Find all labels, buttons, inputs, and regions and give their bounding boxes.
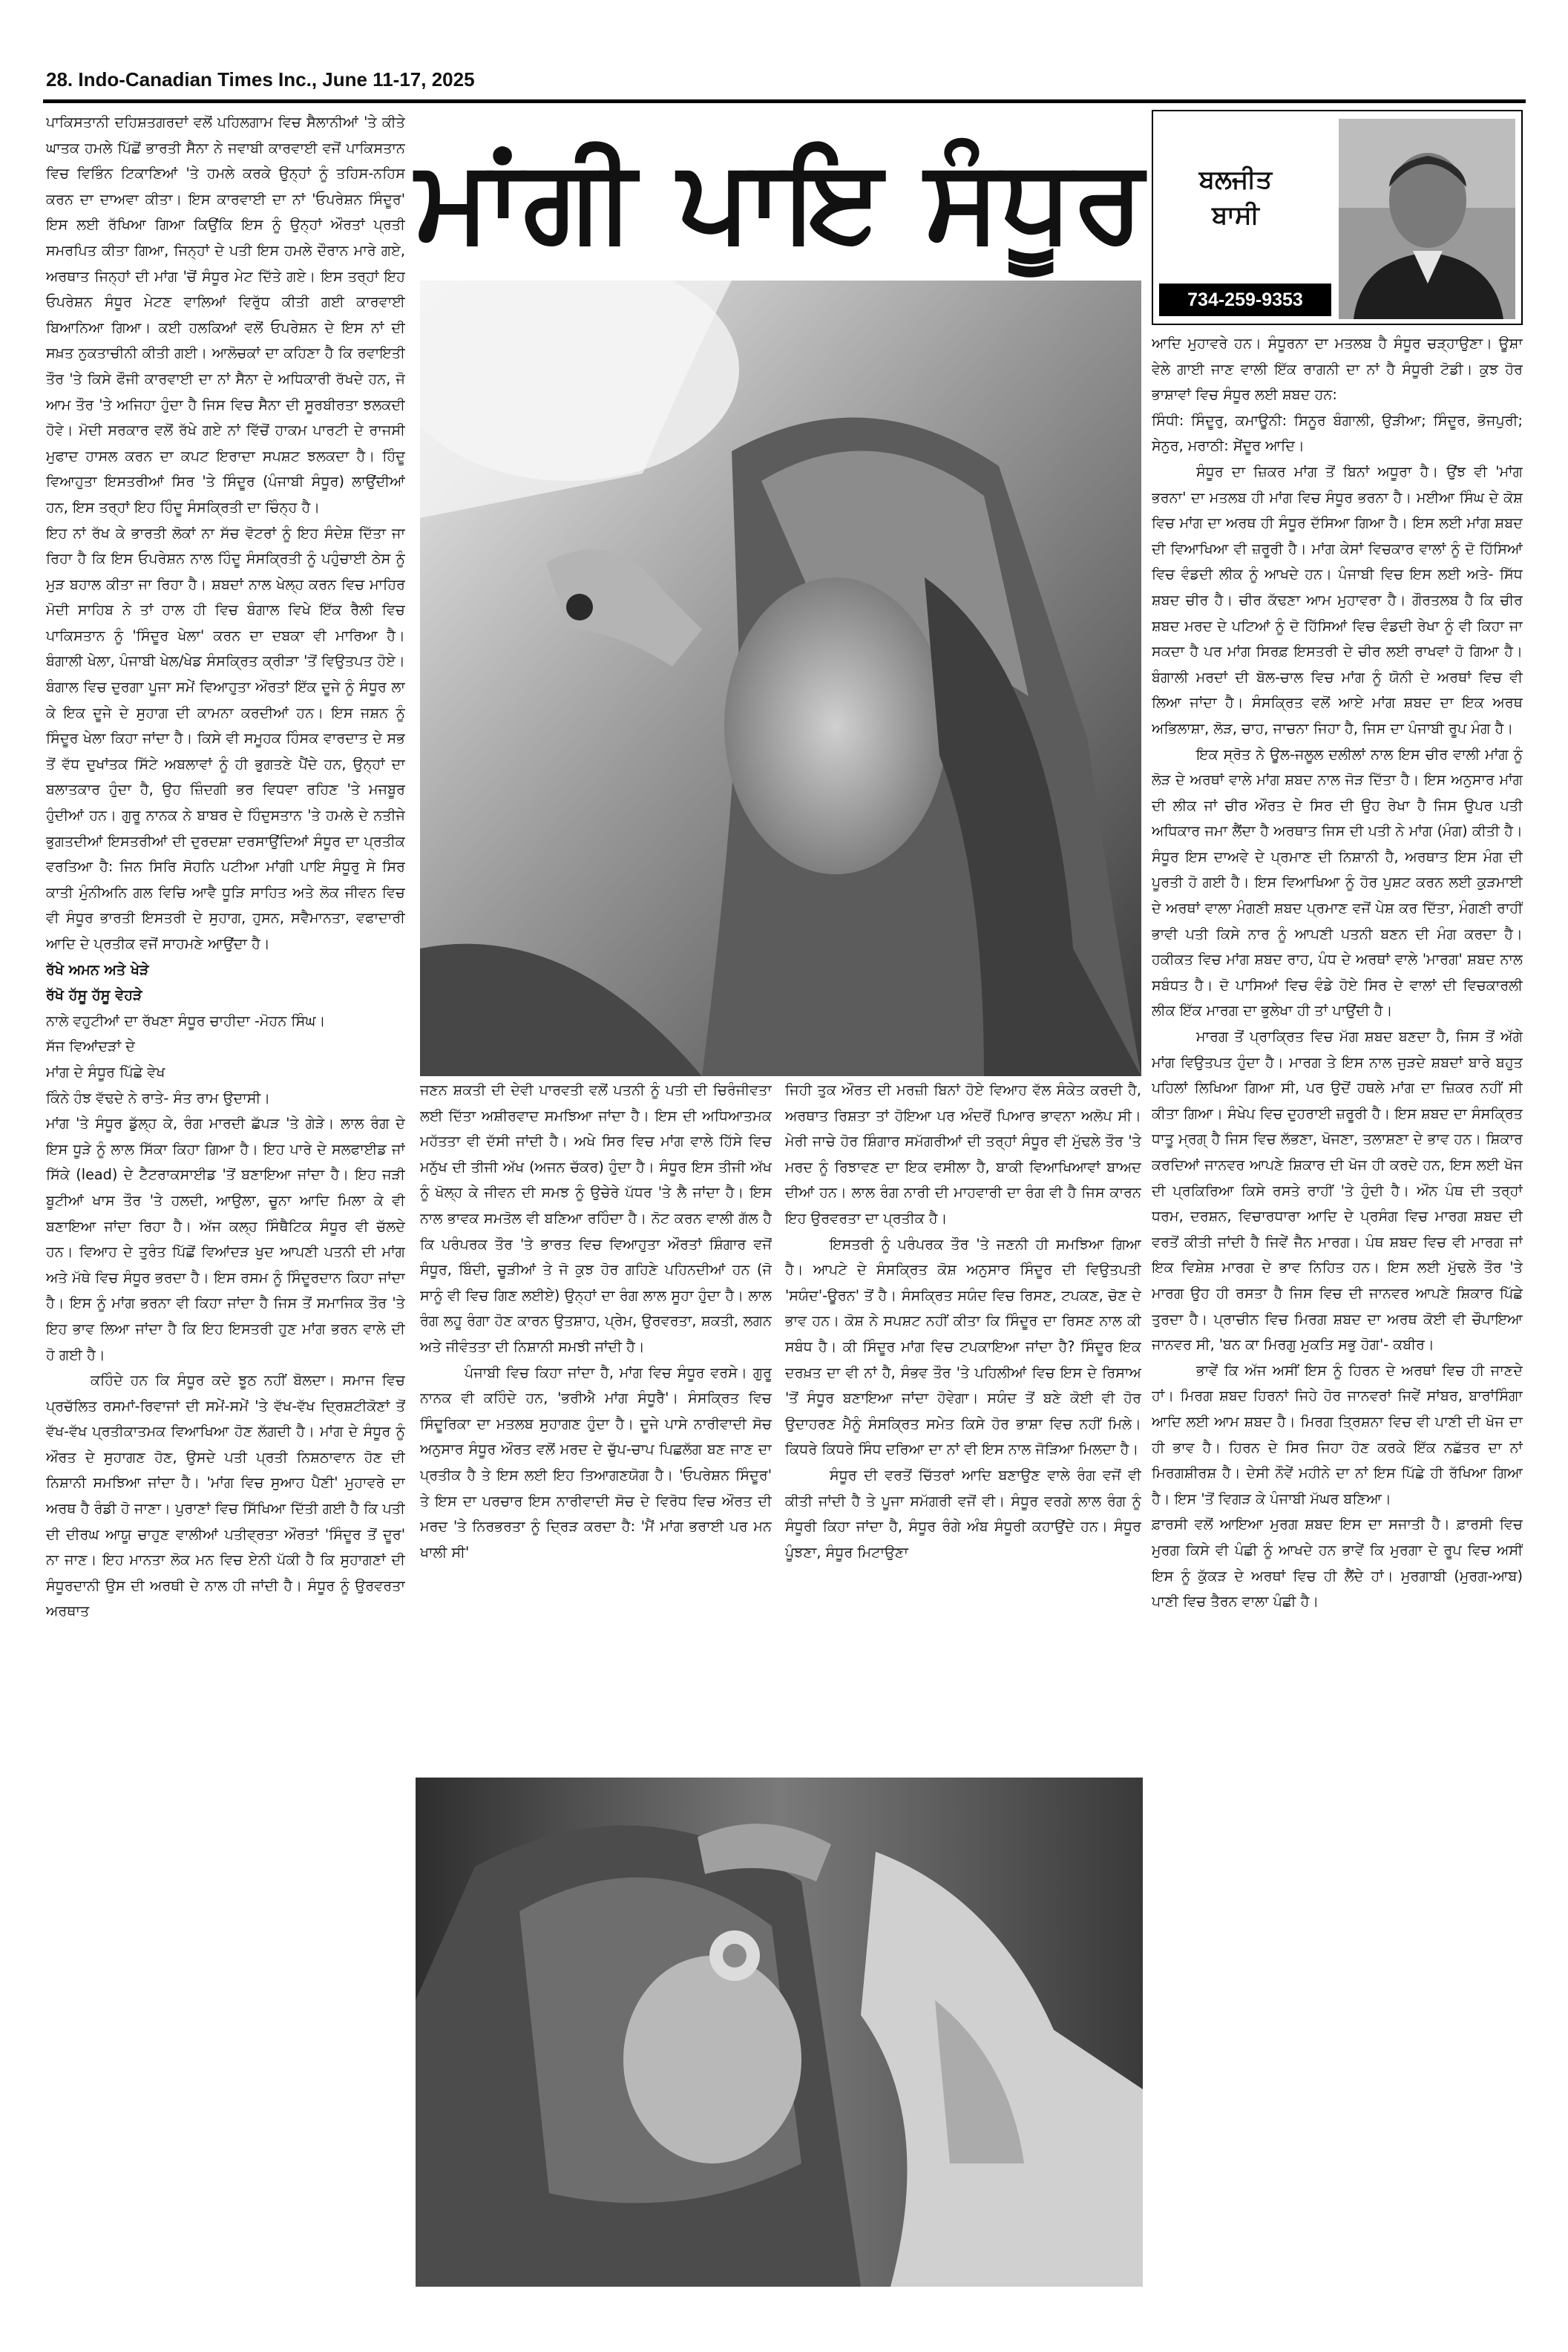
paragraph: ਰੱਖੇ ਅਮਨ ਅਤੇ ਖੇੜੇ bbox=[46, 960, 149, 978]
author-last-name: ਬਾਸੀ bbox=[1212, 200, 1259, 230]
paragraph: ਕਹਿੰਦੇ ਹਨ ਕਿ ਸੰਧੂਰ ਕਦੇ ਝੂਠ ਨਹੀਂ ਬੋਲਦਾ। ਸਮਾਜ ਵਿਚ ਪ੍ਰਚੱਲਿਤ ਰਸਮਾਂ-ਰਿਵਾਜਾਂ ਦੀ ਸਮੇਂ-ਸਮੇਂ 'ਤੇ ਵੱਖ-ਵੱਖ ਦ੍ਰਿਸ਼ਟੀਕੋਣਾਂ ਤੋਂ ਵੱਖ-ਵੱਖ ਪ੍ਰਤੀਕਾਤਮਕ ਵਿਆਖਿਆ ਹੋਣ ਲੱਗਦੀ ਹੈ। ਮਾਂਗ ਦੇ ਸੰਧੂਰ ਨੂੰ ਔਰਤ ਦੇ ਸੁਹਾਗਣ ਹੋਣ, ਉਸਦੇ ਪਤੀ ਪ੍ਰਤੀ ਨਿਸ਼ਠਾਵਾਨ ਹੋਣ ਦੀ ਨਿਸ਼ਾਨੀ ਸਮਝਿਆ ਜਾਂਦਾ ਹੈ। 'ਮਾਂਗ ਵਿਚ ਸੁਆਹ ਪੈਣੀ' ਮੁਹਾਵਰੇ ਦਾ ਅਰਥ ਹੈ ਰੰਡੀ ਹੋ ਜਾਣਾ। ਪੁਰਾਣਾਂ ਵਿਚ ਸਿੱਖਿਆ ਦਿੱਤੀ ਗਈ ਹੈ ਕਿ ਪਤੀ ਦੀ ਦੀਰਘ ਆਯੂ ਚਾਹੁਣ ਵਾਲੀਆਂ ਪਤੀਵ੍ਰਤਾ ਔਰਤਾਂ 'ਸਿੰਦੂਰ ਤੋਂ ਦੂਰ' ਨਾ ਜਾਣ। ਇਹ ਮਾਨਤਾ ਲੋਕ ਮਨ ਵਿਚ ਏਨੀ ਪੱਕੀ ਹੈ ਕਿ ਸੁਹਾਗਣਾਂ ਦੀ ਸੰਧੂਰਦਾਨੀ ਉਸ ਦੀ ਅਰਥੀ ਦੇ ਨਾਲ ਹੀ ਜਾਂਦੀ ਹੈ। ਸੰਧੂਰ ਨੂੰ ਉਰਵਰਤਾ ਅਰਥਾਤ bbox=[46, 1372, 405, 1620]
author-box bbox=[1152, 110, 1523, 325]
paragraph: ਪਾਕਿਸਤਾਨੀ ਦਹਿਸ਼ਤਗਰਦਾਂ ਵਲੋਂ ਪਹਿਲਗਾਮ ਵਿਚ ਸੈਲਾਨੀਆਂ 'ਤੇ ਕੀਤੇ ਘਾਤਕ ਹਮਲੇ ਪਿੱਛੋਂ ਭਾਰਤੀ ਸੈਨਾ ਨੇ ਜਵਾਬੀ ਕਾਰਵਾਈ ਵਜੋਂ ਪਾਕਿਸਤਾਨ ਵਿਚ ਵਿਭਿੰਨ ਟਿਕਾਣਿਆਂ 'ਤੇ ਹਮਲੇ ਕਰਕੇ ਉਨ੍ਹਾਂ ਨੂੰ ਤਹਿਸ-ਨਹਿਸ ਕਰਨ ਦਾ ਦਾਅਵਾ ਕੀਤਾ। ਇਸ ਕਾਰਵਾਈ ਦਾ ਨਾਂ 'ਓਪਰੇਸ਼ਨ ਸਿੰਦੂਰ' ਇਸ ਲਈ ਰੱਖਿਆ ਗਿਆ ਕਿਉਂਕਿ ਇਸ ਨੂੰ ਉਨ੍ਹਾਂ ਔਰਤਾਂ ਪ੍ਰਤੀ ਸਮਰਪਿਤ ਕੀਤਾ ਗਿਆ, ਜਿਨ੍ਹਾਂ ਦੇ ਪਤੀ ਇਸ ਹਮਲੇ ਦੌਰਾਨ ਮਾਰੇ ਗਏ, ਅਰਥਾਤ ਜਿਨ੍ਹਾਂ ਦੀ ਮਾਂਗ 'ਚੋਂ ਸੰਧੂਰ ਮੇਟ ਦਿੱਤੇ ਗਏ। ਇਸ ਤਰ੍ਹਾਂ ਇਹ ਓਪਰੇਸ਼ਨ ਸੰਧੂਰ ਮੇਟਣ ਵਾਲਿਆਂ ਵਿਰੁੱਧ ਕੀਤੀ ਗਈ ਕਾਰਵਾਈ ਬਿਆਨਿਆ ਗਿਆ। ਕਈ ਹਲਕਿਆਂ ਵਲੋਂ ਓਪਰੇਸ਼ਨ ਦੇ ਇਸ ਨਾਂ ਦੀ ਸਖ਼ਤ ਨੁਕਤਾਚੀਨੀ ਕੀਤੀ ਗਈ। ਆਲੋਚਕਾਂ ਦਾ ਕਹਿਣਾ ਹੈ ਕਿ ਰਵਾਇਤੀ ਤੌਰ 'ਤੇ ਕਿਸੇ ਫੌਜੀ ਕਾਰਵਾਈ ਦਾ ਨਾਂ ਸੈਨਾ ਦੇ ਅਧਿਕਾਰੀ ਰੱਖਦੇ ਹਨ, ਜੋ ਆਮ ਤੌਰ 'ਤੇ ਅਜਿਹਾ ਹੁੰਦਾ ਹੈ ਜਿਸ ਵਿਚ ਸੈਨਾ ਦੀ ਸੂਰਬੀਰਤਾ ਝਲਕਦੀ ਹੋਵੇ। ਮੋਦੀ ਸਰਕਾਰ ਵਲੋਂ ਰੱਖੇ ਗਏ ਨਾਂ ਵਿੱਚੋਂ ਹਾਕਮ ਪਾਰਟੀ ਦੇ ਰਾਜਸੀ ਮੁਫਾਦ ਹਾਸਲ ਕਰਨ ਦਾ ਕਪਟ ਇਰਾਦਾ ਸਪਸ਼ਟ ਝਲਕਦਾ ਹੈ। ਹਿੰਦੂ ਵਿਆਹੁਤਾ ਇਸਤਰੀਆਂ ਸਿਰ 'ਤੇ ਸਿੰਦੂਰ (ਪੰਜਾਬੀ ਸੰਧੂਰ) ਲਾਉਂਦੀਆਂ ਹਨ, ਇਸ ਤਰ੍ਹਾਂ ਇਹ ਹਿੰਦੂ ਸੰਸਕ੍ਰਿਤੀ ਦਾ ਚਿੰਨ੍ਹ ਹੈ। bbox=[46, 114, 405, 516]
paragraph: ਇਹ ਨਾਂ ਰੱਖ ਕੇ ਭਾਰਤੀ ਲੋਕਾਂ ਨਾ ਸੱਚ ਵੋਟਰਾਂ ਨੂੰ ਇਹ ਸੰਦੇਸ਼ ਦਿੱਤਾ ਜਾ ਰਿਹਾ ਹੈ ਕਿ ਇਸ ਓਪਰੇਸ਼ਨ ਨਾਲ ਹਿੰਦੂ ਸੰਸਕ੍ਰਿਤੀ ਨੂੰ ਪਹੁੰਚਾਈ ਠੇਸ ਨੂੰ ਮੁੜ ਬਹਾਲ ਕੀਤਾ ਜਾ ਰਿਹਾ ਹੈ। ਸ਼ਬਦਾਂ ਨਾਲ ਖੇਲ੍ਹ ਕਰਨ ਵਿਚ ਮਾਹਿਰ ਮੋਦੀ ਸਾਹਿਬ ਨੇ ਤਾਂ ਹਾਲ ਹੀ ਵਿਚ ਬੰਗਾਲ ਵਿਖੇ ਇੱਕ ਰੈਲੀ ਵਿਚ ਪਾਕਿਸਤਾਨ ਨੂੰ 'ਸਿੰਦੂਰ ਖੇਲਾ' ਕਰਨ ਦਾ ਦਬਕਾ ਵੀ ਮਾਰਿਆ ਹੈ। ਬੰਗਾਲੀ ਖੇਲਾ, ਪੰਜਾਬੀ ਖੇਲ/ਖੇਡ ਸੰਸਕ੍ਰਿਤ ਕ੍ਰੀੜਾ 'ਤੋਂ ਵਿਉਤਪਤ ਹੋਏ। ਬੰਗਾਲ ਵਿਚ ਦੁਰਗਾ ਪੂਜਾ ਸਮੇਂ ਵਿਆਹੁਤਾ ਔਰਤਾਂ ਇੱਕ ਦੂਜੇ ਨੂੰ ਸੰਧੂਰ ਲਾ ਕੇ ਇਕ ਦੂਜੇ ਦੇ ਸੁਹਾਗ ਦੀ ਕਾਮਨਾ ਕਰਦੀਆਂ ਹਨ। ਇਸ ਜਸ਼ਨ ਨੂੰ ਸਿੰਦੂਰ ਖੇਲਾ ਕਿਹਾ ਜਾਂਦਾ ਹੈ। ਕਿਸੇ ਵੀ ਸਮੂਹਕ ਹਿੰਸਕ ਵਾਰਦਾਤ ਦੇ ਸਭ ਤੋਂ ਵੱਧ ਦੁਖਾਂਤਕ ਸਿੱਟੇ ਅਬਲਾਵਾਂ ਨੂੰ ਹੀ ਭੁਗਤਣੇ ਪੈਂਦੇ ਹਨ, ਉਨ੍ਹਾਂ ਦਾ ਬਲਾਤਕਾਰ ਹੁੰਦਾ ਹੈ, ਉਹ ਜ਼ਿੰਦਗੀ ਭਰ ਵਿਧਵਾ ਰਹਿਣ 'ਤੇ ਮਜਬੂਰ ਹੁੰਦੀਆਂ ਹਨ। ਗੁਰੂ ਨਾਨਕ ਨੇ ਬਾਬਰ ਦੇ ਹਿੰਦੁਸਤਾਨ 'ਤੇ ਹਮਲੇ ਦੇ ਨਤੀਜੇ ਭੁਗਤਦੀਆਂ ਇਸਤਰੀਆਂ ਦੀ ਦੁਰਦਸ਼ਾ ਦਰਸਾਉਂਦਿਆਂ ਸੰਧੂਰ ਦਾ ਪ੍ਰਤੀਕ ਵਰਤਿਆ ਹੈ: ਜਿਨ ਸਿਰਿ ਸੋਹਨਿ ਪਟੀਆ ਮਾਂਗੀ ਪਾਇ ਸੰਧੂਰੁ ਸੇ ਸਿਰ ਕਾਤੀ ਮੁੰਨੀਅਨਿ ਗਲ ਵਿਚਿ ਆਵੈ ਧੂੜਿ ਸਾਹਿਤ ਅਤੇ ਲੋਕ ਜੀਵਨ ਵਿਚ ਵੀ ਸੰਧੂਰ ਭਾਰਤੀ ਇਸਤਰੀ ਦੇ ਸੁਹਾਗ, ਹੁਸਨ, ਸਵੈਮਾਨਤਾ, ਵਫਾਦਾਰੀ ਆਦਿ ਦੇ ਪ੍ਰਤੀਕ ਵਜੋਂ ਸਾਹਮਣੇ ਆਉਂਦਾ ਹੈ। bbox=[46, 524, 405, 952]
wedding-photo-bride bbox=[416, 1778, 1143, 2287]
paragraph: ਕਿੰਨੇ ਹੰਝ ਵੱਢਦੇ ਨੇ ਰਾਤੇ- ਸੰਤ ਰਾਮ ਉਦਾਸੀ। bbox=[46, 1089, 271, 1107]
paragraph: ਸਿੰਧੀ: ਸਿੰਦੂਰੁ, ਕਮਾਊਨੀ: ਸਿਨੂਰ ਬੰਗਾਲੀ, ਉੜੀਆ; ਸਿੰਦੂਰ, ਭੋਜਪੁਰੀ; ਸੇਨੁਰ, ਮਰਾਠੀ: ਸੇਂਦੂਰ ਆਦਿ। bbox=[1152, 411, 1523, 455]
column-2a bbox=[420, 1078, 772, 1774]
paragraph: ਫ਼ਾਰਸੀ ਵਲੋਂ ਆਇਆ ਮੁਰਗ ਸ਼ਬਦ ਇਸ ਦਾ ਸਜਾਤੀ ਹੈ। ਫ਼ਾਰਸੀ ਵਿਚ ਮੁਰਗ ਕਿਸੇ ਵੀ ਪੰਛੀ ਨੂੰ ਆਖਦੇ ਹਨ ਭਾਵੇਂ ਕਿ ਮੁਰਗਾ ਦੇ ਰੂਪ ਵਿਚ ਅਸੀਂ ਇਸ ਨੂੰ ਕੁੱਕੜ ਦੇ ਅਰਥਾਂ ਵਿਚ ਹੀ ਲੈਂਦੇ ਹਾਂ। ਮੁਰਗਾਬੀ (ਮੁਰਗ-ਆਬ) ਪਾਣੀ ਵਿਚ ਤੈਰਨ ਵਾਲਾ ਪੰਛੀ ਹੈ। bbox=[1152, 1516, 1523, 1611]
paragraph: ਇਕ ਸ੍ਰੋਤ ਨੇ ਊਲ-ਜਲੂਲ ਦਲੀਲਾਂ ਨਾਲ ਇਸ ਚੀਰ ਵਾਲੀ ਮਾਂਗ ਨੂੰ ਲੋੜ ਦੇ ਅਰਥਾਂ ਵਾਲੇ ਮਾਂਗ ਸ਼ਬਦ ਨਾਲ ਜੋੜ ਦਿੱਤਾ ਹੈ। ਇਸ ਅਨੁਸਾਰ ਮਾਂਗ ਦੀ ਲੀਕ ਜਾਂ ਚੀਰ ਔਰਤ ਦੇ ਸਿਰ ਦੀ ਉਹ ਰੇਖਾ ਹੈ ਜਿਸ ਉਪਰ ਪਤੀ ਅਧਿਕਾਰ ਜਮਾ ਲੈਂਦਾ ਹੈ ਅਰਥਾਤ ਜਿਸ ਦੀ ਪਤੀ ਨੇ ਮਾਂਗ (ਮੰਗ) ਕੀਤੀ ਹੈ। ਸੰਧੂਰ ਇਸ ਦਾਅਵੇ ਦੇ ਪ੍ਰਮਾਣ ਦੀ ਨਿਸ਼ਾਨੀ ਹੈ, ਅਰਥਾਤ ਇਸ ਮੰਗ ਦੀ ਪੂਰਤੀ ਹੋ ਗਈ ਹੈ। ਇਸ ਵਿਆਖਿਆ ਨੂੰ ਹੋਰ ਪੁਸ਼ਟ ਕਰਨ ਲਈ ਕੁੜਮਾਈ ਦੇ ਅਰਥਾਂ ਵਾਲਾ ਮੰਗਣੀ ਸ਼ਬਦ ਪ੍ਰਮਾਣ ਵਜੋਂ ਪੇਸ਼ ਕਰ ਦਿੱਤਾ, ਮੰਗਣੀ ਰਾਹੀਂ ਭਾਵੀ ਪਤੀ ਕਿਸੇ ਨਾਰ ਨੂੰ ਆਪਣੀ ਪਤਨੀ ਬਣਨ ਦੀ ਮੰਗ ਕਰਦਾ ਹੈ। ਹਕੀਕਤ ਵਿਚ ਮਾਂਗ ਸ਼ਬਦ ਰਾਹ, ਪੰਧ ਦੇ ਅਰਥਾਂ ਵਾਲੇ 'ਮਾਰਗ' ਸ਼ਬਦ ਨਾਲ ਸਬੰਧਤ ਹੈ। ਦੋ ਪਾਸਿਆਂ ਵਿਚ ਵੰਡੇ ਹੋਏ ਸਿਰ ਦੇ ਵਾਲਾਂ ਦੀ ਵਿਚਕਾਰਲੀ ਲੀਕ ਇੱਕ ਮਾਰਗ ਦਾ ਭੁਲੇਖਾ ਹੀ ਤਾਂ ਪਾਉਂਦੀ ਹੈ। bbox=[1152, 745, 1523, 1020]
author-photo bbox=[1339, 119, 1515, 319]
paragraph: ਮਾਂਗ ਦੇ ਸੰਧੂਰ ਪਿੱਛੇ ਵੇਖ bbox=[46, 1063, 165, 1081]
paragraph: ਸੰਧੂਰ ਦਾ ਜ਼ਿਕਰ ਮਾਂਗ ਤੋਂ ਬਿਨਾਂ ਅਧੂਰਾ ਹੈ। ਉਂਝ ਵੀ 'ਮਾਂਗ ਭਰਨਾ' ਦਾ ਮਤਲਬ ਹੀ ਮਾਂਗ ਵਿਚ ਸੰਧੂਰ ਭਰਨਾ ਹੈ। ਮਈਆ ਸਿੰਘ ਦੇ ਕੋਸ਼ ਵਿਚ ਮਾਂਗ ਦਾ ਅਰਥ ਹੀ ਸੰਧੂਰ ਦੱਸਿਆ ਗਿਆ ਹੈ। ਇਸ ਲਈ ਮਾਂਗ ਸ਼ਬਦ ਦੀ ਵਿਆਖਿਆ ਵੀ ਜ਼ਰੂਰੀ ਹੈ। ਮਾਂਗ ਕੇਸਾਂ ਵਿਚਕਾਰ ਵਾਲਾਂ ਨੂੰ ਦੋ ਹਿੱਸਿਆਂ ਵਿਚ ਵੰਡਦੀ ਲੀਕ ਨੂੰ ਆਖਦੇ ਹਨ। ਪੰਜਾਬੀ ਵਿਚ ਇਸ ਲਈ ਅਤੇ- ਸਿੱਧ ਸ਼ਬਦ ਚੀਰ ਹੈ। ਚੀਰ ਕੱਢਣਾ ਆਮ ਮੁਹਾਵਰਾ ਹੈ। ਗੌਰਤਲਬ ਹੈ ਕਿ ਚੀਰ ਸ਼ਬਦ ਮਰਦ ਦੇ ਪਟਿਆਂ ਨੂੰ ਦੋ ਹਿੱਸਿਆਂ ਵਿਚ ਵੰਡਦੀ ਰੇਖਾ ਨੂੰ ਵੀ ਕਿਹਾ ਜਾ ਸਕਦਾ ਹੈ ਪਰ ਮਾਂਗ ਸਿਰਫ਼ ਇਸਤਰੀ ਦੇ ਚੀਰ ਲਈ ਰਾਖਵਾਂ ਹੋ ਗਿਆ ਹੈ। ਬੰਗਾਲੀ ਮਰਦਾਂ ਦੀ ਬੋਲ-ਚਾਲ ਵਿਚ ਮਾਂਗ ਨੂੰ ਯੋਨੀ ਦੇ ਅਰਥਾਂ ਵਿਚ ਵੀ ਲਿਆ ਜਾਂਦਾ ਹੈ। ਸੰਸਕ੍ਰਿਤ ਵਲੋਂ ਆਏ ਮਾਂਗ ਸ਼ਬਦ ਦਾ ਇਕ ਅਰਥ ਅਭਿਲਾਸ਼ਾ, ਲੋੜ, ਚਾਹ, ਜਾਚਨਾ ਜਿਹਾ ਹੈ, ਜਿਸ ਦਾ ਪੰਜਾਬੀ ਰੂਪ ਮੰਗ ਹੈ। bbox=[1152, 462, 1523, 737]
paragraph: ਆਦਿ ਮੁਹਾਵਰੇ ਹਨ। ਸੰਧੂਰਨਾ ਦਾ ਮਤਲਬ ਹੈ ਸੰਧੂਰ ਚੜ੍ਹਾਉਣਾ। ਊਸ਼ਾ ਵੇਲੇ ਗਾਈ ਜਾਣ ਵਾਲੀ ਇੱਕ ਰਾਗਨੀ ਦਾ ਨਾਂ ਹੈ ਸੰਧੂਰੀ ਟੋਡੀ। ਕੁਝ ਹੋਰ ਭਾਸ਼ਾਵਾਂ ਵਿਚ ਸੰਧੂਰ ਲਈ ਸ਼ਬਦ ਹਨ: bbox=[1152, 335, 1523, 404]
column-2b bbox=[785, 1078, 1141, 1774]
paragraph: ਜਿਹੀ ਤੁਕ ਔਰਤ ਦੀ ਮਰਜ਼ੀ ਬਿਨਾਂ ਹੋਏ ਵਿਆਹ ਵੱਲ ਸੰਕੇਤ ਕਰਦੀ ਹੈ, ਅਰਥਾਤ ਰਿਸ਼ਤਾ ਤਾਂ ਹੋਇਆ ਪਰ ਅੰਦਰੋਂ ਪਿਆਰ ਭਾਵਨਾ ਅਲੋਪ ਸੀ। ਮੇਰੀ ਜਾਚੇ ਹੋਰ ਸ਼ਿੰਗਾਰ ਸਮੱਗਰੀਆਂ ਦੀ ਤਰ੍ਹਾਂ ਸੰਧੂਰ ਵੀ ਮੁੱਢਲੇ ਤੌਰ 'ਤੇ ਮਰਦ ਨੂੰ ਰਿਝਾਵਣ ਦਾ ਇਕ ਵਸੀਲਾ ਹੈ, ਬਾਕੀ ਵਿਆਖਿਆਵਾਂ ਬਾਅਦ ਦੀਆਂ ਹਨ। ਲਾਲ ਰੰਗ ਨਾਰੀ ਦੀ ਮਾਹਵਾਰੀ ਦਾ ਰੰਗ ਵੀ ਹੈ ਜਿਸ ਕਾਰਨ ਇਹ ਉਰਵਰਤਾ ਦਾ ਪ੍ਰਤੀਕ ਹੈ। bbox=[785, 1081, 1141, 1227]
paragraph: ਮਾਂਗ 'ਤੇ ਸੰਧੂਰ ਡੁੱਲ੍ਹ ਕੇ, ਰੰਗ ਮਾਰਦੀ ਛੱਪੜ 'ਤੇ ਗੇੜੇ। ਲਾਲ ਰੰਗ ਦੇ ਇਸ ਧੂੜੇ ਨੂੰ ਲਾਲ ਸਿੱਕਾ ਕਿਹਾ ਗਿਆ ਹੈ। ਇਹ ਪਾਰੇ ਦੇ ਸਲਫਾਈਡ ਜਾਂ ਸਿੱਕੇ (lead) ਦੇ ਟੈਟਰਾਕਸਾਈਡ 'ਤੋਂ ਬਣਾਇਆ ਜਾਂਦਾ ਹੈ। ਇਹ ਜੜੀ ਬੂਟੀਆਂ ਖਾਸ ਤੌਰ 'ਤੇ ਹਲਦੀ, ਆਉਲਾ, ਚੂਨਾ ਆਦਿ ਮਿਲਾ ਕੇ ਵੀ ਬਣਾਇਆ ਜਾਂਦਾ ਰਿਹਾ ਹੈ। ਅੱਜ ਕਲ੍ਹ ਸਿੰਥੈਟਿਕ ਸੰਧੂਰ ਵੀ ਚੱਲਦੇ ਹਨ। ਵਿਆਹ ਦੇ ਤੁਰੰਤ ਪਿੱਛੋਂ ਵਿਆਂਦੜ ਖੁਦ ਆਪਣੀ ਪਤਨੀ ਦੀ ਮਾਂਗ ਅਤੇ ਮੱਥੇ ਵਿਚ ਸੰਧੂਰ ਭਰਦਾ ਹੈ। ਇਸ ਰਸਮ ਨੂੰ ਸਿੰਦੂਰਦਾਨ ਕਿਹਾ ਜਾਂਦਾ ਹੈ। ਇਸ ਨੂੰ ਮਾਂਗ ਭਰਨਾ ਵੀ ਕਿਹਾ ਜਾਂਦਾ ਹੈ ਜਿਸ ਤੋਂ ਸਮਾਜਿਕ ਤੌਰ 'ਤੇ ਇਹ ਭਾਵ ਲਿਆ ਜਾਂਦਾ ਹੈ ਕਿ ਇਹ ਇਸਤਰੀ ਹੁਣ ਮਾਂਗ ਭਰਨ ਵਾਲੇ ਦੀ ਹੋ ਗਈ ਹੈ। bbox=[46, 1115, 405, 1363]
author-first-name: ਬਲਜੀਤ bbox=[1198, 165, 1273, 194]
page-header: 28. Indo-Canadian Times Inc., June 11-17, 2025 bbox=[46, 68, 475, 91]
paragraph: ਮਾਰਗ ਤੋਂ ਪ੍ਰਾਕ੍ਰਿਤ ਵਿਚ ਮੱਗ ਸ਼ਬਦ ਬਣਦਾ ਹੈ, ਜਿਸ ਤੋਂ ਅੱਗੇ ਮਾਂਗ ਵਿਉਤਪਤ ਹੁੰਦਾ ਹੈ। ਮਾਰਗ ਤੇ ਇਸ ਨਾਲ ਜੁੜਦੇ ਸ਼ਬਦਾਂ ਬਾਰੇ ਬਹੁਤ ਪਹਿਲਾਂ ਲਿਖਿਆ ਗਿਆ ਸੀ, ਪਰ ਉਦੋਂ ਹਥਲੇ ਮਾਂਗ ਦਾ ਜ਼ਿਕਰ ਨਹੀਂ ਸੀ ਕੀਤਾ ਗਿਆ। ਸੰਖੇਪ ਵਿਚ ਦੁਹਰਾਈ ਜ਼ਰੂਰੀ ਹੈ। ਇਸ ਸ਼ਬਦ ਦਾ ਸੰਸਕ੍ਰਿਤ ਧਾਤੂ ਮ੍ਰਗ੍ ਹੈ ਜਿਸ ਵਿਚ ਲੱਭਣਾ, ਖੋਜਣਾ, ਤਲਾਸ਼ਣਾ ਦੇ ਭਾਵ ਹਨ। ਸ਼ਿਕਾਰ ਕਰਦਿਆਂ ਜਾਨਵਰ ਆਪਣੇ ਸ਼ਿਕਾਰ ਦੀ ਖੋਜ ਹੀ ਕਰਦੇ ਹਨ, ਇਸ ਲਈ ਖੋਜ ਦੀ ਪ੍ਰਕਿਰਿਆ ਕਿਸੇ ਰਸਤੇ ਰਾਹੀਂ 'ਤੇ ਹੁੰਦੀ ਹੈ। ਔਨ ਪੰਥ ਦੀ ਤਰ੍ਹਾਂ ਧਰਮ, ਦਰਸ਼ਨ, ਵਿਚਾਰਧਾਰਾ ਆਦਿ ਦੇ ਪ੍ਰਸੰਗ ਵਿਚ ਮਾਰਗ ਸ਼ਬਦ ਦੀ ਵਰਤੋਂ ਕੀਤੀ ਜਾਂਦੀ ਹੈ ਜਿਵੇਂ ਜੈਨ ਮਾਰਗ। ਪੰਥ ਸ਼ਬਦ ਵਿਚ ਵੀ ਮਾਰਗ ਜਾਂ ਇਕ ਵਿਸ਼ੇਸ਼ ਮਾਰਗ ਦੇ ਭਾਵ ਨਿਹਿਤ ਹਨ। ਇਸ ਲਈ ਮੁੱਢਲੇ ਤੌਰ 'ਤੇ ਮਾਰਗ ਉਹ ਹੀ ਰਸਤਾ ਹੈ ਜਿਸ ਵਿਚ ਦੀ ਜਾਨਵਰ ਆਪਣੇ ਸ਼ਿਕਾਰ ਪਿੱਛੇ ਤੁਰਦਾ ਹੈ। ਪ੍ਰਾਚੀਨ ਵਿਚ ਮਿਰਗ ਸ਼ਬਦ ਦਾ ਅਰਥ ਕੋਈ ਵੀ ਚੌਪਾਇਆ ਜਾਨਵਰ ਸੀ, 'ਬਨ ਕਾ ਮਿਰਗੁ ਮੁਕਤਿ ਸਭੁ ਹੋਗ'- ਕਬੀਰ। bbox=[1152, 1028, 1523, 1354]
paragraph: ਭਾਵੇਂ ਕਿ ਅੱਜ ਅਸੀਂ ਇਸ ਨੂੰ ਹਿਰਨ ਦੇ ਅਰਥਾਂ ਵਿਚ ਹੀ ਜਾਣਦੇ ਹਾਂ। ਮਿਰਗ ਸ਼ਬਦ ਹਿਰਨਾਂ ਜਿਹੇ ਹੋਰ ਜਾਨਵਰਾਂ ਜਿਵੇਂ ਸਾਂਬਰ, ਬਾਰਾਂਸਿੰਗਾ ਆਦਿ ਲਈ ਆਮ ਸ਼ਬਦ ਹੈ। ਮਿਰਗ ਤ੍ਰਿਸ਼ਨਾ ਵਿਚ ਵੀ ਪਾਣੀ ਦੀ ਖੋਜ ਦਾ ਹੀ ਭਾਵ ਹੈ। ਹਿਰਨ ਦੇ ਸਿਰ ਜਿਹਾ ਹੋਣ ਕਰਕੇ ਇੱਕ ਨਛੱਤਰ ਦਾ ਨਾਂ ਮਿਰਗਸ਼ੀਰਸ਼ ਹੈ। ਦੇਸੀ ਨੌਵੇਂ ਮਹੀਨੇ ਦਾ ਨਾਂ ਇਸ ਪਿੱਛੇ ਹੀ ਰੱਖਿਆ ਗਿਆ ਹੈ। ਇਸ 'ਤੋਂ ਵਿਗੜ ਕੇ ਪੰਜਾਬੀ ਮੱਘਰ ਬਣਿਆ। bbox=[1152, 1361, 1523, 1507]
paragraph: ਪੰਜਾਬੀ ਵਿਚ ਕਿਹਾ ਜਾਂਦਾ ਹੈ, ਮਾਂਗ ਵਿਚ ਸੰਧੂਰ ਵਰਸੇ। ਗੁਰੂ ਨਾਨਕ ਵੀ ਕਹਿੰਦੇ ਹਨ, 'ਭਰੀਐ ਮਾਂਗ ਸੰਧੂਰੈ'। ਸੰਸਕ੍ਰਿਤ ਵਿਚ ਸਿੰਦੂਰਿਕਾ ਦਾ ਮਤਲਬ ਸੁਹਾਗਣ ਹੁੰਦਾ ਹੈ। ਦੂਜੇ ਪਾਸੇ ਨਾਰੀਵਾਦੀ ਸੋਚ ਅਨੁਸਾਰ ਸੰਧੂਰ ਔਰਤ ਵਲੋਂ ਮਰਦ ਦੇ ਚੁੱਪ-ਚਾਪ ਪਿਛਲੱਗ ਬਣ ਜਾਣ ਦਾ ਪ੍ਰਤੀਕ ਹੈ ਤੇ ਇਸ ਲਈ ਇਹ ਤਿਆਗਣਯੋਗ ਹੈ। 'ਓਪਰੇਸ਼ਨ ਸਿੰਦੂਰ' ਤੇ ਇਸ ਦਾ ਪਰਚਾਰ ਇਸ ਨਾਰੀਵਾਦੀ ਸੋਚ ਦੇ ਵਿਰੋਧ ਵਿਚ ਔਰਤ ਦੀ ਮਰਦ 'ਤੇ ਨਿਰਭਰਤਾ ਨੂੰ ਦ੍ਰਿੜ ਕਰਦਾ ਹੈ: 'ਮੈਂ ਮਾਂਗ ਭਰਾਈ ਪਰ ਮਨ ਖਾਲੀ ਸੀ' bbox=[420, 1363, 772, 1561]
wedding-photo-sindoor bbox=[420, 281, 1141, 1076]
column-3 bbox=[1152, 331, 1523, 2287]
paragraph: ਸੱਜ ਵਿਆਂਦੜਾਂ ਦੇ bbox=[46, 1038, 135, 1055]
paragraph: ਰੱਖੋ ਹੱਸੂ ਹੱਸੂ ਵੇਹੜੇ bbox=[46, 986, 142, 1004]
header-rule bbox=[43, 99, 1526, 103]
column-1 bbox=[46, 110, 405, 2284]
paragraph: ਜਣਨ ਸ਼ਕਤੀ ਦੀ ਦੇਵੀ ਪਾਰਵਤੀ ਵਲੋਂ ਪਤਨੀ ਨੂੰ ਪਤੀ ਦੀ ਚਿਰੰਜੀਵਤਾ ਲਈ ਦਿੱਤਾ ਅਸ਼ੀਰਵਾਦ ਸਮਝਿਆ ਜਾਂਦਾ ਹੈ। ਇਸ ਦੀ ਅਧਿਆਤਮਕ ਮਹੱਤਤਾ ਵੀ ਦੱਸੀ ਜਾਂਦੀ ਹੈ। ਅਖੇ ਸਿਰ ਵਿਚ ਮਾਂਗ ਵਾਲੇ ਹਿੱਸੇ ਵਿਚ ਮਨੁੱਖ ਦੀ ਤੀਜੀ ਅੱਖ (ਅਜਨ ਚੱਕਰ) ਹੁੰਦਾ ਹੈ। ਸੰਧੂਰ ਇਸ ਤੀਜੀ ਅੱਖ ਨੂੰ ਖੋਲ੍ਹ ਕੇ ਜੀਵਨ ਦੀ ਸਮਝ ਨੂੰ ਉਚੇਰੇ ਪੱਧਰ 'ਤੇ ਲੈ ਜਾਂਦਾ ਹੈ। ਇਸ ਨਾਲ ਭਾਵਕ ਸਮਤੋਲ ਵੀ ਬਣਿਆ ਰਹਿੰਦਾ ਹੈ। ਨੋਟ ਕਰਨ ਵਾਲੀ ਗੱਲ ਹੈ ਕਿ ਪਰੰਪਰਕ ਤੌਰ 'ਤੇ ਭਾਰਤ ਵਿਚ ਵਿਆਹੁਤਾ ਔਰਤਾਂ ਸ਼ਿੰਗਾਰ ਵਜੋਂ ਸੰਧੂਰ, ਬਿੰਦੀ, ਚੂੜੀਆਂ ਤੇ ਜੋ ਕੁਝ ਹੋਰ ਗਹਿਣੇ ਪਹਿਨਦੀਆਂ ਹਨ (ਜੋ ਸਾਨੂੰ ਵੀ ਵਿਚ ਗਿਣ ਲਈਏ) ਉਨ੍ਹਾਂ ਦਾ ਰੰਗ ਲਾਲ ਸੂਹਾ ਹੁੰਦਾ ਹੈ। ਲਾਲ ਰੰਗ ਲਹੂ ਰੰਗਾ ਹੋਣ ਕਾਰਨ ਉਤਸ਼ਾਹ, ਪ੍ਰੇਮ, ਉਰਵਰਤਾ, ਸ਼ਕਤੀ, ਲਗਨ ਅਤੇ ਜੀਵੰਤਤਾ ਦੀ ਨਿਸ਼ਾਨੀ ਸਮਝੀ ਜਾਂਦੀ ਹੈ। bbox=[420, 1081, 772, 1355]
paragraph: ਸੰਧੂਰ ਦੀ ਵਰਤੋਂ ਚਿੱਤਰਾਂ ਆਦਿ ਬਣਾਉਣ ਵਾਲੇ ਰੰਗ ਵਜੋਂ ਵੀ ਕੀਤੀ ਜਾਂਦੀ ਹੈ ਤੇ ਪੂਜਾ ਸਮੱਗਰੀ ਵਜੋਂ ਵੀ। ਸੰਧੂਰ ਵਰਗੇ ਲਾਲ ਰੰਗ ਨੂੰ ਸੰਧੂਰੀ ਕਿਹਾ ਜਾਂਦਾ ਹੈ, ਸੰਧੂਰ ਰੰਗੇ ਅੰਬ ਸੰਧੂਰੀ ਕਹਾਉਂਦੇ ਹਨ। ਸੰਧੂਰ ਪੂੰਝਣਾ, ਸੰਧੂਰ ਮਿਟਾਉਣਾ bbox=[785, 1466, 1141, 1561]
article-headline: ਮਾਂਗੀ ਪਾਇ ਸੰਧੂਰ bbox=[416, 134, 1146, 266]
author-phone: 734-259-9353 bbox=[1159, 284, 1331, 316]
paragraph: ਨਾਲੇ ਵਹੁਟੀਆਂ ਦਾ ਰੱਖਣਾ ਸੰਧੂਰ ਚਾਹੀਦਾ -ਮੋਹਨ ਸਿੰਘ। bbox=[46, 1012, 326, 1029]
paragraph: ਇਸਤਰੀ ਨੂੰ ਪਰੰਪਰਕ ਤੌਰ 'ਤੇ ਜਣਨੀ ਹੀ ਸਮਝਿਆ ਗਿਆ ਹੈ। ਆਪਟੇ ਦੇ ਸੰਸਕ੍ਰਿਤ ਕੋਸ਼ ਅਨੁਸਾਰ ਸਿੰਦੂਰ ਦੀ ਵਿਉਤਪਤੀ 'ਸਯੰਦ'-ਊਰਨ' ਤੋਂ ਹੈ। ਸੰਸਕ੍ਰਿਤ ਸਯੰਦ ਵਿਚ ਰਿਸਣ, ਟਪਕਣ, ਚੋਣ ਦੇ ਭਾਵ ਹਨ। ਕੋਸ਼ ਨੇ ਸਪਸ਼ਟ ਨਹੀਂ ਕੀਤਾ ਕਿ ਸਿੰਦੂਰ ਦਾ ਰਿਸਣ ਨਾਲ ਕੀ ਸਬੰਧ ਹੈ। ਕੀ ਸਿੰਦੂਰ ਮਾਂਗ ਵਿਚ ਟਪਕਾਇਆ ਜਾਂਦਾ ਹੈ? ਸਿੰਦੂਰ ਇਕ ਦਰਖ਼ਤ ਦਾ ਵੀ ਨਾਂ ਹੈ, ਸੰਭਵ ਤੌਰ 'ਤੇ ਪਹਿਲੀਆਂ ਵਿਚ ਇਸ ਦੇ ਰਿਸਾਅ 'ਤੋਂ ਸੰਧੂਰ ਬਣਾਇਆ ਜਾਂਦਾ ਹੋਵੇਗਾ। ਸਯੰਦ ਤੋਂ ਬਣੇ ਕੋਈ ਵੀ ਹੋਰ ਉਦਾਹਰਣ ਮੈਨੂੰ ਸੰਸਕ੍ਰਿਤ ਸਮੇਤ ਕਿਸੇ ਹੋਰ ਭਾਸ਼ਾ ਵਿਚ ਨਹੀਂ ਮਿਲੇ। ਕਿਧਰੇ ਕਿਧਰੇ ਸਿੰਧ ਦਰਿਆ ਦਾ ਨਾਂ ਵੀ ਇਸ ਨਾਲ ਜੋੜਿਆ ਮਿਲਦਾ ਹੈ। bbox=[785, 1235, 1141, 1458]
